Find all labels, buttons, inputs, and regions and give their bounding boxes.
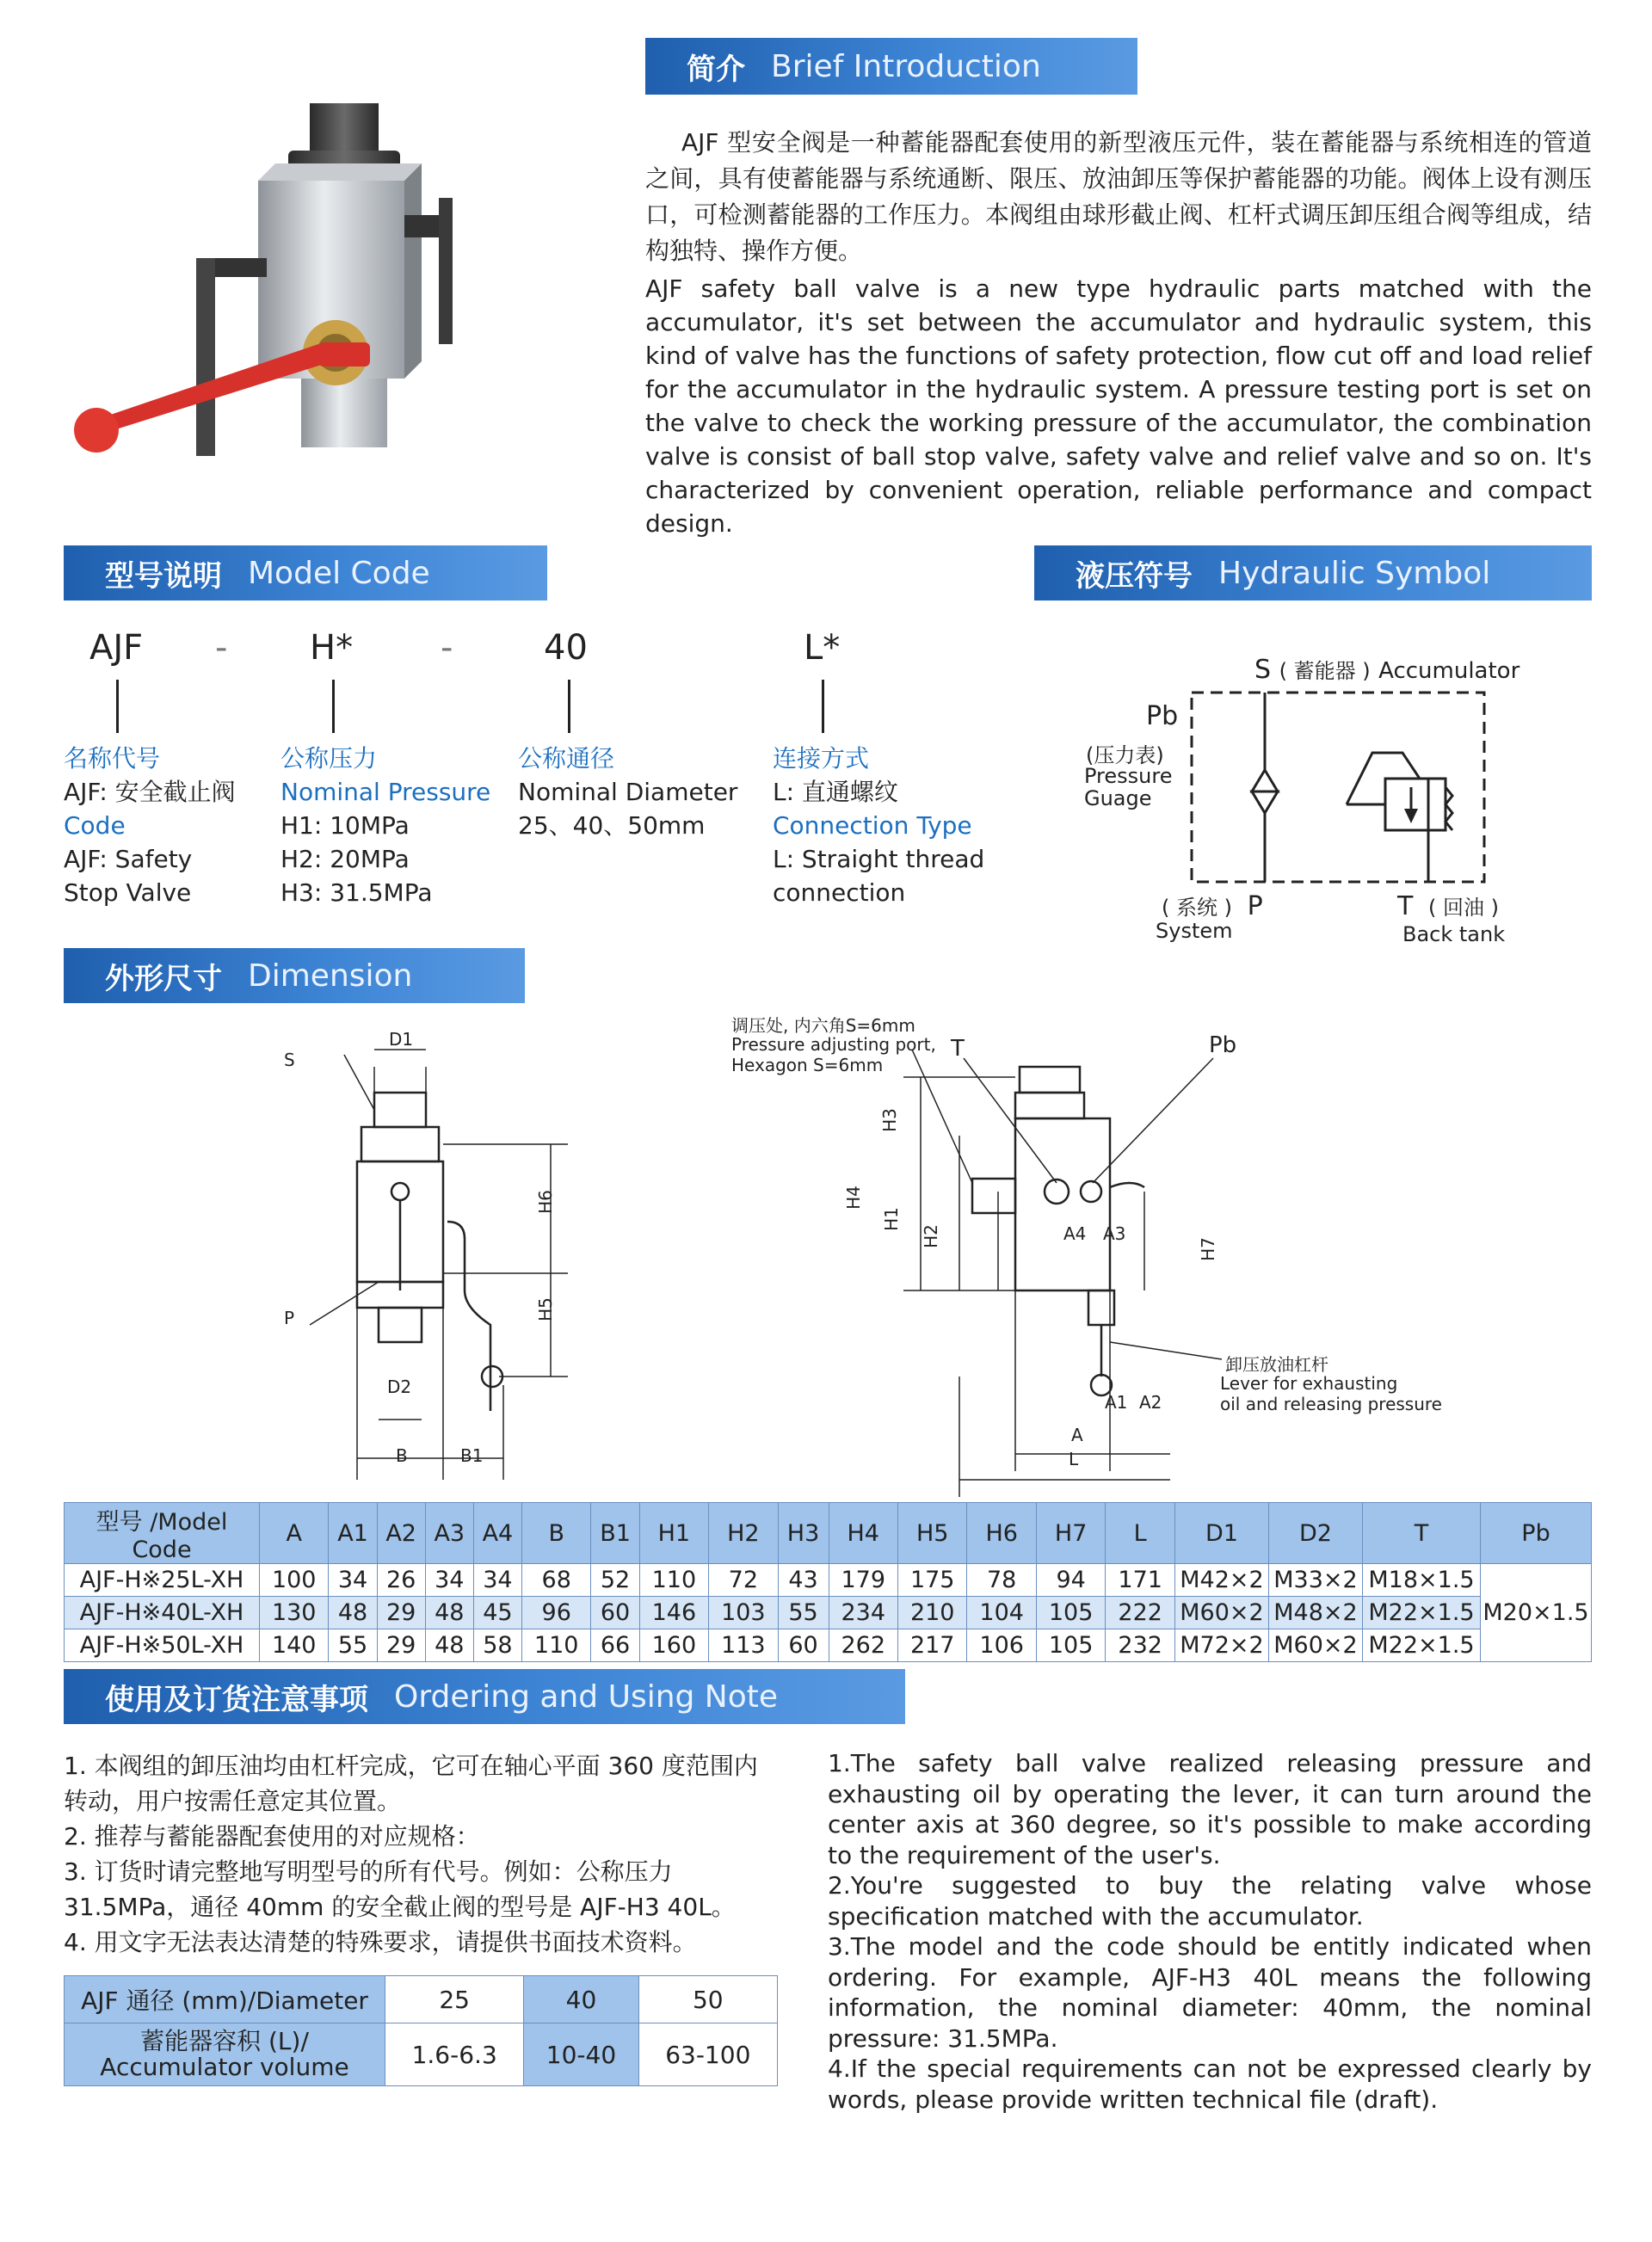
cell: 60 xyxy=(778,1629,829,1662)
th-b1: B1 xyxy=(591,1503,639,1564)
note-cn-3: 3. 订货时请完整地写明型号的所有代号。例如：公称压力 31.5MPa，通径 40mm 的安全截止阀的型号是 AJF-H3 40L。 xyxy=(64,1857,736,1921)
intro-cn-text: AJF 型安全阀是一种蓄能器配套使用的新型液压元件，装在蓄能器与系统相连的管道之间，具有使蓄能器与系统通断、限压、放油卸压等保护蓄能器的功能。阀体上设有测压口，可检测蓄能器的工作压力。本阀组由球形截止阀、杠杆式调压卸压组合阀等组成，结构独特、操作方便。 xyxy=(645,128,1592,265)
acc-row-volume xyxy=(65,2023,778,2086)
th-h5: H5 xyxy=(897,1503,966,1564)
th-a4: A4 xyxy=(473,1503,521,1564)
cell: M42×2 xyxy=(1175,1564,1269,1597)
cell: 210 xyxy=(897,1597,966,1629)
dim-right-lever-en2: oil and releasing pressure xyxy=(1220,1394,1442,1414)
dim-right-h7: H7 xyxy=(1197,1237,1218,1261)
note-cn-1: 1. 本阀组的卸压油均由杠杆完成，它可在轴心平面 360 度范围内转动，用户按需任意定其位置。 xyxy=(64,1752,758,1815)
th-d2: D2 xyxy=(1269,1503,1363,1564)
cell: M60×2 xyxy=(1269,1629,1363,1662)
sym-pb-en2: Guage xyxy=(1084,786,1152,810)
cell: 43 xyxy=(778,1564,829,1597)
cell: AJF-H※25L-XH xyxy=(65,1564,260,1597)
dimension-header xyxy=(64,948,525,1003)
sym-s: S xyxy=(1254,655,1272,685)
sym-pb-cn: (压力表) xyxy=(1086,743,1164,767)
th-a: A xyxy=(260,1503,329,1564)
dim-right-a4: A4 xyxy=(1063,1223,1087,1244)
dimension-header-en: Dimension xyxy=(248,958,413,994)
acc-volume-header-cn: 蓄能器容积 (L)/ xyxy=(140,2027,309,2055)
cell: 104 xyxy=(967,1597,1036,1629)
cell: 48 xyxy=(425,1597,473,1629)
notes-header xyxy=(64,1669,905,1724)
acc-row-diameter xyxy=(65,1976,778,2023)
cell: 105 xyxy=(1036,1629,1105,1662)
intro-en-text: AJF safety ball valve is a new type hydraulic parts matched with the accumulator, it's set between the accumulator and hydraulic system, this kind of valve has the functions of safety protection, flow cut off and load relief for the accumulator in the hydraulic system. A pressure testing port is set on the valve to check the working pressure of the accumulator, the combination valve is consist of ball stop valve, safety valve and relief valve and so on. It's characterized by convenient operation, reliable performance and compact design. xyxy=(645,274,1592,538)
cell: 52 xyxy=(591,1564,639,1597)
cell: 106 xyxy=(967,1629,1036,1662)
cell: 55 xyxy=(778,1597,829,1629)
cell: 100 xyxy=(260,1564,329,1597)
sym-pb: Pb xyxy=(1146,701,1179,731)
cell: 105 xyxy=(1036,1597,1105,1629)
cell: 55 xyxy=(329,1629,377,1662)
cell: 66 xyxy=(591,1629,639,1662)
dim-right-h3: H3 xyxy=(878,1108,900,1132)
cell: 110 xyxy=(521,1629,590,1662)
sym-p-group xyxy=(1162,890,1263,921)
note-cn-4: 4. 用文字无法表达清楚的特殊要求，请提供书面技术资料。 xyxy=(64,1928,697,1956)
cell: 48 xyxy=(425,1629,473,1662)
dim-left-d2: D2 xyxy=(387,1377,412,1397)
cell: 45 xyxy=(473,1597,521,1629)
dim-left-b1: B1 xyxy=(460,1445,484,1466)
dim-right-a2: A2 xyxy=(1139,1392,1162,1413)
cell: 34 xyxy=(425,1564,473,1597)
dim-right-lever-cn: 卸压放油杠杆 xyxy=(1225,1354,1328,1375)
code-col-pressure-title-en: Nominal Pressure xyxy=(280,778,491,806)
dim-right-adj-en1: Pressure adjusting port, xyxy=(731,1034,936,1055)
sym-pb-en1: Pressure xyxy=(1084,764,1173,788)
notes-header-cn: 使用及订货注意事项 xyxy=(105,1682,368,1717)
acc-volume-header-en: Accumulator volume xyxy=(100,2053,349,2081)
acc-volume-25: 1.6-6.3 xyxy=(385,2023,524,2086)
th-l: L xyxy=(1106,1503,1175,1564)
code-col-name-l1: AJF: 安全截止阀 xyxy=(64,778,236,806)
code-col-pressure xyxy=(280,742,490,909)
acc-diameter-header: AJF 通径 (mm)/Diameter xyxy=(65,1976,385,2023)
sym-p: P xyxy=(1247,891,1263,921)
cell: 34 xyxy=(473,1564,521,1597)
dim-left-b: B xyxy=(396,1445,408,1466)
code-part-diameter: 40 xyxy=(544,628,588,668)
cell: 94 xyxy=(1036,1564,1105,1597)
th-b: B xyxy=(521,1503,590,1564)
dimension-table xyxy=(64,1502,1592,1662)
accumulator-table xyxy=(64,1975,778,2086)
dim-left-h5: H5 xyxy=(534,1297,556,1321)
model-code-header-cn: 型号说明 xyxy=(105,558,222,594)
cell: 68 xyxy=(521,1564,590,1597)
cell: 130 xyxy=(260,1597,329,1629)
dim-right-h4: H4 xyxy=(842,1186,864,1210)
note-en-4: 4.If the special requirements can not be expressed clearly by words, please provide written technical file (draft). xyxy=(828,2054,1592,2114)
th-h2: H2 xyxy=(709,1503,778,1564)
code-stem-2 xyxy=(332,680,335,733)
code-stem-1 xyxy=(116,680,119,733)
cell: 146 xyxy=(639,1597,708,1629)
cell: 160 xyxy=(639,1629,708,1662)
code-col-name-l3: AJF: Safety xyxy=(64,845,193,873)
cell: 232 xyxy=(1106,1629,1175,1662)
code-part-dash-1: - xyxy=(215,628,228,668)
dimension-table-header xyxy=(65,1503,1592,1564)
dim-right-a: A xyxy=(1071,1425,1083,1445)
cell: 171 xyxy=(1106,1564,1175,1597)
sym-t-en: Back tank xyxy=(1402,922,1506,946)
acc-volume-50: 63-100 xyxy=(638,2023,777,2086)
code-col-pressure-l1: H1: 10MPa xyxy=(280,811,410,840)
code-col-connection-title-en: Connection Type xyxy=(773,811,972,840)
code-col-connection-l3: connection xyxy=(773,878,906,907)
dim-right-lever-en1: Lever for exhausting xyxy=(1220,1373,1398,1394)
hydraulic-header xyxy=(1034,545,1592,601)
code-part-dash-2: - xyxy=(441,628,453,668)
code-part-connection: L* xyxy=(804,628,841,668)
th-h4: H4 xyxy=(829,1503,897,1564)
note-en-1: 1.The safety ball valve realized releasing pressure and exhausting oil by operating the lever, it can turn around the center axis at 360 degree, so it's possible to make according to the requirement of the user's. xyxy=(828,1749,1592,1869)
cell: 96 xyxy=(521,1597,590,1629)
cell: M22×1.5 xyxy=(1363,1597,1481,1629)
notes-cn xyxy=(64,1748,778,1960)
dimension-header-cn: 外形尺寸 xyxy=(105,961,222,996)
sym-p-en: System xyxy=(1156,919,1233,943)
notes-header-en: Ordering and Using Note xyxy=(394,1678,779,1715)
notes-en xyxy=(828,1748,1592,2115)
th-a3: A3 xyxy=(425,1503,473,1564)
code-col-pressure-title-cn: 公称压力 xyxy=(280,744,378,773)
dim-right-a1: A1 xyxy=(1105,1392,1128,1413)
acc-volume-header xyxy=(65,2023,385,2086)
dim-right-h1: H1 xyxy=(880,1207,902,1231)
cell: M33×2 xyxy=(1269,1564,1363,1597)
th-model: 型号 /Model Code xyxy=(65,1503,260,1564)
th-a1: A1 xyxy=(329,1503,377,1564)
cell: 48 xyxy=(329,1597,377,1629)
cell: 262 xyxy=(829,1629,897,1662)
sym-t-cn: ( 回油 ) xyxy=(1427,896,1499,920)
hydraulic-header-en: Hydraulic Symbol xyxy=(1218,555,1491,591)
table-row xyxy=(65,1629,1592,1662)
dim-right-adj-cn: 调压处, 内六角S=6mm xyxy=(731,1015,915,1036)
product-photo xyxy=(60,86,576,482)
th-h6: H6 xyxy=(967,1503,1036,1564)
th-pb: Pb xyxy=(1481,1503,1592,1564)
code-col-connection-title-cn: 连接方式 xyxy=(773,744,870,773)
intro-header-en: Brief Introduction xyxy=(771,48,1041,84)
cell: 29 xyxy=(377,1597,425,1629)
code-stem-4 xyxy=(822,680,824,733)
table-row xyxy=(65,1597,1592,1629)
cell: AJF-H※50L-XH xyxy=(65,1629,260,1662)
code-col-name-title: 名称代号 xyxy=(64,744,161,773)
model-code-header-en: Model Code xyxy=(248,555,430,591)
acc-diameter-40: 40 xyxy=(524,1976,638,2023)
code-stem-3 xyxy=(568,680,570,733)
sym-p-cn: ( 系统 ) xyxy=(1162,896,1232,920)
th-h1: H1 xyxy=(639,1503,708,1564)
th-d1: D1 xyxy=(1175,1503,1269,1564)
code-col-name-l2: Code xyxy=(64,811,126,840)
cell: M22×1.5 xyxy=(1363,1629,1481,1662)
code-col-connection-l2: L: Straight thread xyxy=(773,845,985,873)
cell: 217 xyxy=(897,1629,966,1662)
cell-pb: M20×1.5 xyxy=(1481,1564,1592,1662)
dim-right-pb: Pb xyxy=(1209,1032,1237,1058)
dim-right-a3: A3 xyxy=(1103,1223,1126,1244)
dim-left-d1: D1 xyxy=(389,1029,414,1050)
code-col-diameter-l1: 25、40、50mm xyxy=(518,811,706,840)
dim-left-p: P xyxy=(284,1308,295,1328)
dim-right-adj-en2: Hexagon S=6mm xyxy=(731,1055,884,1075)
dim-right-t: T xyxy=(951,1036,965,1062)
th-h3: H3 xyxy=(778,1503,829,1564)
dim-right-h2: H2 xyxy=(920,1224,941,1248)
code-part-pressure: H* xyxy=(310,628,354,668)
dim-right-l: L xyxy=(1069,1449,1079,1469)
cell: 58 xyxy=(473,1629,521,1662)
note-cn-2: 2. 推荐与蓄能器配套使用的对应规格： xyxy=(64,1822,480,1851)
dimension-drawing-right xyxy=(826,1032,1308,1497)
cell: M18×1.5 xyxy=(1363,1564,1481,1597)
table-row xyxy=(65,1564,1592,1597)
dim-left-s: S xyxy=(284,1050,295,1070)
sym-s-cn: ( 蓄能器 ) xyxy=(1279,659,1371,683)
th-t: T xyxy=(1363,1503,1481,1564)
dimension-drawing-left xyxy=(275,1024,602,1488)
code-col-name-l4: Stop Valve xyxy=(64,878,192,907)
code-col-name xyxy=(64,742,236,909)
cell: 72 xyxy=(709,1564,778,1597)
cell: 34 xyxy=(329,1564,377,1597)
code-col-connection xyxy=(773,742,984,909)
acc-volume-40: 10-40 xyxy=(524,2023,638,2086)
sym-t-group xyxy=(1397,890,1499,921)
cell: AJF-H※40L-XH xyxy=(65,1597,260,1629)
cell: 113 xyxy=(709,1629,778,1662)
code-col-diameter-title-en: Nominal Diameter xyxy=(518,778,738,806)
intro-header xyxy=(645,38,1137,95)
sym-t: T xyxy=(1397,891,1414,921)
dim-left-h6: H6 xyxy=(534,1190,556,1214)
model-code-header xyxy=(64,545,547,601)
code-col-diameter xyxy=(518,742,737,842)
sym-s-label xyxy=(1254,654,1519,685)
cell: 234 xyxy=(829,1597,897,1629)
cell: 26 xyxy=(377,1564,425,1597)
cell: 179 xyxy=(829,1564,897,1597)
cell: M72×2 xyxy=(1175,1629,1269,1662)
hydraulic-symbol-diagram xyxy=(1179,684,1506,890)
hydraulic-header-cn: 液压符号 xyxy=(1076,558,1193,594)
cell: 60 xyxy=(591,1597,639,1629)
code-part-ajf: AJF xyxy=(89,628,144,668)
code-col-pressure-l2: H2: 20MPa xyxy=(280,845,410,873)
cell: 175 xyxy=(897,1564,966,1597)
note-en-2: 2.You're suggested to buy the relating valve whose specification matched with the accumulator. xyxy=(828,1871,1592,1931)
code-col-diameter-title-cn: 公称通径 xyxy=(518,744,615,773)
note-en-3: 3.The model and the code should be entitly indicated when ordering. For example, AJF-H3 40L means the following information, the nominal diameter: 40mm, the nominal pressure: 31.5MPa. xyxy=(828,1932,1592,2053)
th-a2: A2 xyxy=(377,1503,425,1564)
acc-diameter-25: 25 xyxy=(385,1976,524,2023)
cell: 222 xyxy=(1106,1597,1175,1629)
cell: 78 xyxy=(967,1564,1036,1597)
cell: 140 xyxy=(260,1629,329,1662)
acc-diameter-50: 50 xyxy=(638,1976,777,2023)
cell: 29 xyxy=(377,1629,425,1662)
code-col-connection-l1: L: 直通螺纹 xyxy=(773,778,898,806)
cell: M48×2 xyxy=(1269,1597,1363,1629)
cell: 110 xyxy=(639,1564,708,1597)
cell: M60×2 xyxy=(1175,1597,1269,1629)
intro-header-cn: 简介 xyxy=(687,52,745,87)
cell: 103 xyxy=(709,1597,778,1629)
code-col-pressure-l3: H3: 31.5MPa xyxy=(280,878,433,907)
sym-s-en: Accumulator xyxy=(1378,658,1520,684)
th-h7: H7 xyxy=(1036,1503,1105,1564)
